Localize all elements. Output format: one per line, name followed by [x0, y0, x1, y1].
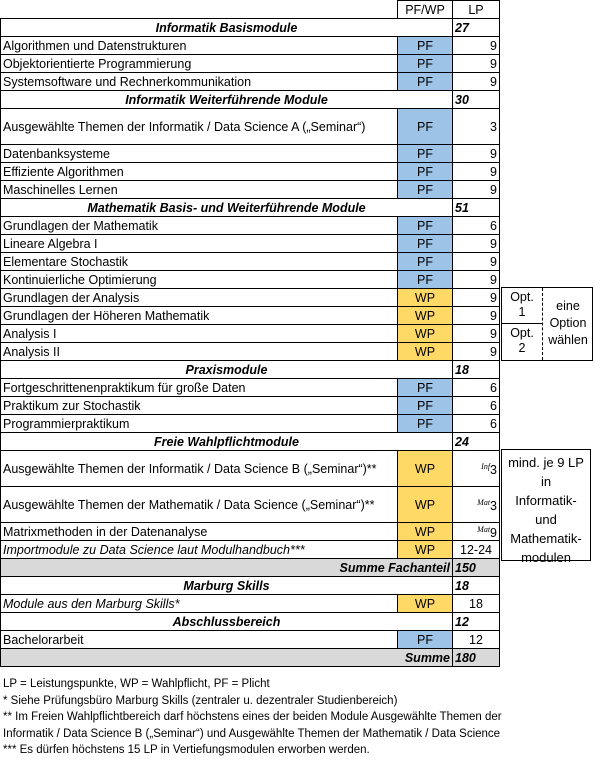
- module-name: Systemsoftware und Rechnerkommunikation: [1, 73, 398, 91]
- footnote-legend: LP = Leistungspunkte, WP = Wahlpflicht, PF = Plicht: [3, 678, 270, 690]
- table-row: [1, 181, 500, 199]
- module-lp: 18: [453, 595, 500, 613]
- option-choose-note: [544, 298, 592, 349]
- option-choose-line2: Option: [549, 316, 587, 330]
- sum-label: Summe Fachanteil: [1, 559, 453, 577]
- option-2-text: Opt.: [510, 326, 534, 340]
- module-lp: 9: [453, 73, 500, 91]
- option-divider-v: [542, 288, 543, 360]
- module-lp: 6: [453, 397, 500, 415]
- module-type: WP: [398, 487, 453, 523]
- option-box: [501, 287, 593, 361]
- module-name: Grundlagen der Höheren Mathematik: [1, 307, 398, 325]
- table-row: [1, 523, 500, 541]
- section-lp: 12: [453, 613, 500, 631]
- module-lp: 9: [453, 145, 500, 163]
- footnote-1: * Siehe Prüfungsbüro Marburg Skills (zentraler u. dezentraler Studienbereich): [3, 694, 398, 707]
- wp-requirement-note: [501, 449, 591, 565]
- wp-note-line2: in: [540, 474, 552, 489]
- section-title: Abschlussbereich: [1, 613, 453, 631]
- module-name: Bachelorarbeit: [1, 631, 398, 649]
- table-row: [1, 343, 500, 361]
- table-row: [1, 163, 500, 181]
- wp-note-line6: modulen: [521, 550, 571, 565]
- table-row: [1, 631, 500, 649]
- module-name: Importmodule zu Data Science laut Modulhandbuch***: [1, 541, 398, 559]
- table-row: [1, 379, 500, 397]
- module-type: WP: [398, 289, 453, 307]
- module-lp: 9: [453, 289, 500, 307]
- module-lp-cell: [453, 487, 500, 523]
- module-name: Fortgeschrittenenpraktikum für große Daten: [1, 379, 398, 397]
- sum-value: 150: [453, 559, 500, 577]
- module-lp: 6: [453, 379, 500, 397]
- table-row: [1, 451, 500, 487]
- module-name: Analysis II: [1, 343, 398, 361]
- module-name: Praktikum zur Stochastik: [1, 397, 398, 415]
- module-type: PF: [398, 379, 453, 397]
- module-lp: 3: [490, 499, 497, 513]
- module-name: Ausgewählte Themen der Mathematik / Data Science („Seminar“)**: [1, 487, 398, 523]
- module-lp: 9: [453, 55, 500, 73]
- header-row: [1, 1, 500, 19]
- module-type: PF: [398, 109, 453, 145]
- header-pfwp: PF/WP: [398, 1, 453, 19]
- section-row: [1, 361, 500, 379]
- option-2-label: [502, 326, 542, 356]
- module-lp: 6: [453, 217, 500, 235]
- table-row: [1, 55, 500, 73]
- module-type: PF: [398, 145, 453, 163]
- module-type: PF: [398, 235, 453, 253]
- section-title: Praxismodule: [1, 361, 453, 379]
- option-2-number: 2: [518, 341, 526, 355]
- module-lp: 9: [453, 343, 500, 361]
- section-row: [1, 433, 500, 451]
- module-type: PF: [398, 163, 453, 181]
- sum-row: [1, 559, 500, 577]
- section-row: [1, 577, 500, 595]
- section-title: Freie Wahlpflichtmodule: [1, 433, 453, 451]
- module-type: PF: [398, 271, 453, 289]
- area-marker: Inf: [481, 462, 491, 471]
- module-name: Programmierpraktikum: [1, 415, 398, 433]
- module-lp: 3: [490, 463, 497, 477]
- table-row: [1, 253, 500, 271]
- module-type: WP: [398, 541, 453, 559]
- table-row: [1, 541, 500, 559]
- wp-note-line5: Mathematik-: [510, 531, 582, 546]
- module-type: PF: [398, 73, 453, 91]
- section-row: [1, 91, 500, 109]
- module-name: Analysis I: [1, 325, 398, 343]
- section-lp: 18: [453, 577, 500, 595]
- section-lp: 27: [453, 19, 500, 37]
- module-name: Ausgewählte Themen der Informatik / Data Science A („Seminar“): [1, 109, 398, 145]
- module-lp: 9: [453, 163, 500, 181]
- table-row: [1, 415, 500, 433]
- section-lp: 18: [453, 361, 500, 379]
- module-type: WP: [398, 595, 453, 613]
- header-lp: LP: [453, 1, 500, 19]
- table-row: [1, 73, 500, 91]
- option-choose-line1: eine: [556, 299, 580, 313]
- table-row: [1, 235, 500, 253]
- module-type: PF: [398, 397, 453, 415]
- section-title: Mathematik Basis- und Weiterführende Module: [1, 199, 453, 217]
- section-row: [1, 199, 500, 217]
- module-type: WP: [398, 307, 453, 325]
- table-row: [1, 37, 500, 55]
- module-name: Lineare Algebra I: [1, 235, 398, 253]
- wp-note-line4: und: [535, 512, 557, 527]
- module-type: PF: [398, 253, 453, 271]
- footnote-2: ** Im Freien Wahlpflichtbereich darf höchstens eines der beiden Module Ausgewählte Themen der: [3, 711, 502, 723]
- module-lp: 9: [453, 235, 500, 253]
- module-name: Objektorientierte Programmierung: [1, 55, 398, 73]
- table-row: [1, 397, 500, 415]
- module-type: PF: [398, 217, 453, 235]
- header-empty: [1, 1, 398, 19]
- option-divider-h: [502, 323, 542, 324]
- table-row: [1, 325, 500, 343]
- module-name: Matrixmethoden in der Datenanalyse: [1, 523, 398, 541]
- module-lp-cell: [453, 523, 500, 541]
- module-type: PF: [398, 631, 453, 649]
- section-lp: 24: [453, 433, 500, 451]
- section-row: [1, 613, 500, 631]
- option-1-text: Opt.: [510, 290, 534, 304]
- sum-value: 180: [453, 649, 500, 667]
- module-type: PF: [398, 181, 453, 199]
- table-row: [1, 217, 500, 235]
- module-type: WP: [398, 325, 453, 343]
- module-lp: 6: [453, 415, 500, 433]
- option-1-number: 1: [518, 305, 526, 319]
- wp-note-line3: Informatik-: [515, 493, 577, 508]
- sum-label: Summe: [1, 649, 453, 667]
- module-lp: 3: [453, 109, 500, 145]
- table-row: [1, 487, 500, 523]
- footnotes: [3, 676, 502, 759]
- section-lp: 51: [453, 199, 500, 217]
- module-name: Datenbanksysteme: [1, 145, 398, 163]
- module-name: Module aus den Marburg Skills*: [1, 595, 398, 613]
- table-row: [1, 271, 500, 289]
- module-lp: 9: [453, 325, 500, 343]
- section-row: [1, 19, 500, 37]
- footnote-3: *** Es dürfen höchstens 15 LP in Vertiefungsmodulen erworben werden.: [3, 744, 370, 756]
- module-name: Ausgewählte Themen der Informatik / Data Science B („Seminar“)**: [1, 451, 398, 487]
- module-type: PF: [398, 415, 453, 433]
- section-title: Marburg Skills: [1, 577, 453, 595]
- module-type: PF: [398, 55, 453, 73]
- table-row: [1, 109, 500, 145]
- module-lp: 9: [453, 307, 500, 325]
- area-marker: Mat: [477, 525, 491, 534]
- table-row: [1, 145, 500, 163]
- table-row: [1, 595, 500, 613]
- module-name: Maschinelles Lernen: [1, 181, 398, 199]
- option-1-label: [502, 290, 542, 320]
- module-name: Kontinuierliche Optimierung: [1, 271, 398, 289]
- section-title: Informatik Basismodule: [1, 19, 453, 37]
- sum-row: [1, 649, 500, 667]
- table-row: [1, 289, 500, 307]
- module-type: PF: [398, 37, 453, 55]
- module-lp: 9: [453, 271, 500, 289]
- section-lp: 30: [453, 91, 500, 109]
- module-lp-cell: [453, 451, 500, 487]
- module-name: Effiziente Algorithmen: [1, 163, 398, 181]
- option-choose-line3: wählen: [548, 333, 588, 347]
- footnote-2-cont: Informatik / Data Science B („Seminar“) und Ausgewählte Themen der Mathematik / Data Science: [3, 727, 501, 740]
- table-row: [1, 307, 500, 325]
- module-lp: 12: [453, 631, 500, 649]
- module-lp: 9: [453, 253, 500, 271]
- module-name: Elementare Stochastik: [1, 253, 398, 271]
- module-type: WP: [398, 451, 453, 487]
- module-type: WP: [398, 523, 453, 541]
- module-lp: 12-24: [453, 541, 500, 559]
- module-lp: 9: [453, 37, 500, 55]
- wp-note-line1: mind. je 9 LP: [508, 455, 584, 470]
- module-lp: 9: [453, 181, 500, 199]
- section-title: Informatik Weiterführende Module: [1, 91, 453, 109]
- module-name: Grundlagen der Analysis: [1, 289, 398, 307]
- area-marker: Mat: [477, 498, 491, 507]
- module-lp: 9: [490, 526, 497, 540]
- module-type: WP: [398, 343, 453, 361]
- module-name: Grundlagen der Mathematik: [1, 217, 398, 235]
- module-name: Algorithmen und Datenstrukturen: [1, 37, 398, 55]
